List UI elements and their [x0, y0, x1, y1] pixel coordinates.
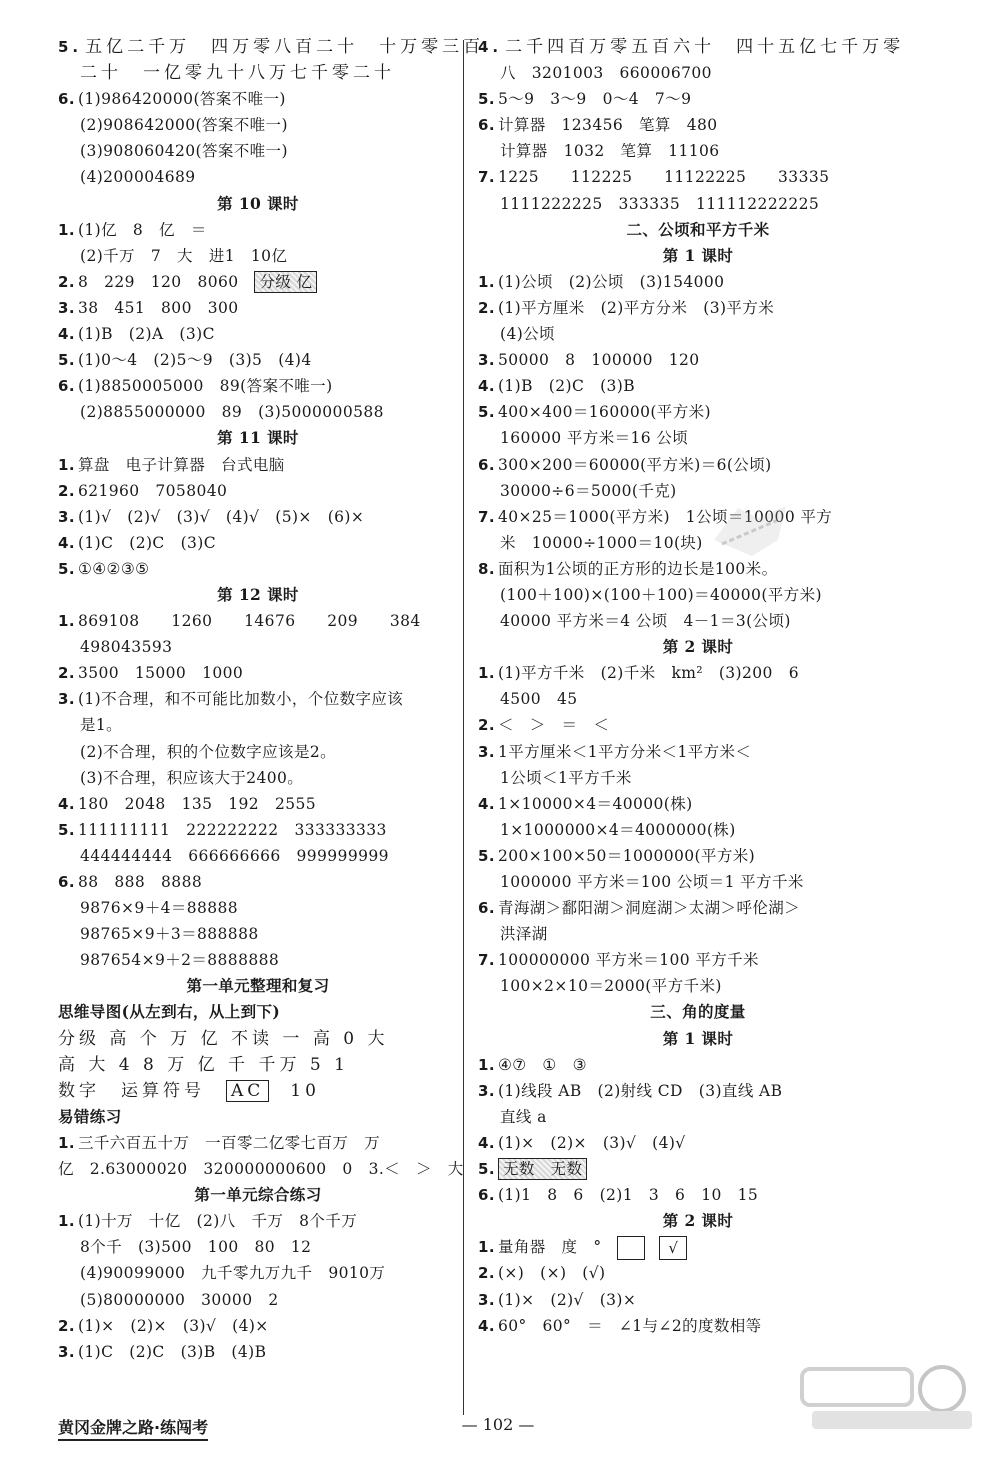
- answer-line: [478, 112, 918, 138]
- question-number: 6.: [478, 899, 495, 918]
- answer-line: [58, 869, 458, 895]
- question-number: 5.: [58, 820, 75, 839]
- question-number: 1.: [58, 455, 75, 474]
- answer-line: [58, 425, 458, 451]
- answer-line: [58, 399, 458, 425]
- question-number: 6.: [478, 116, 495, 135]
- answer-text: (1)B (2)A (3)C: [77, 325, 215, 344]
- answer-text: 3500 15000 1000: [77, 664, 244, 683]
- answer-line: [478, 1313, 918, 1339]
- question-number: 2.: [58, 664, 75, 683]
- question-number: 6.: [58, 377, 75, 396]
- answer-line: [478, 1026, 918, 1052]
- answer-text: 1公顷＜1平方千米: [500, 768, 632, 787]
- answer-text: 分级 高 个 万 亿 不读 一 高 0 大: [58, 1028, 389, 1049]
- answer-line: [478, 504, 918, 530]
- answer-line: [478, 269, 918, 295]
- answer-line: [58, 973, 458, 999]
- answer-line: [478, 765, 918, 791]
- answer-line: [478, 973, 918, 999]
- question-number: 2.: [478, 298, 495, 317]
- answer-line: [58, 347, 458, 373]
- answer-line: [478, 660, 918, 686]
- answer-text: 高 大 4 8 万 亿 千 千万 5 1: [58, 1054, 349, 1075]
- answer-text: ④⑦ ① ③: [497, 1055, 587, 1074]
- question-number: 6.: [58, 873, 75, 891]
- answer-text: (1)公顷 (2)公顷 (3)154000: [497, 272, 725, 291]
- answer-line: [478, 191, 918, 217]
- answer-line: [478, 817, 918, 843]
- answer-text: 40000 平方米＝4 公顷 4－1＝3(公顷): [500, 612, 791, 631]
- answer-text: 400×400＝160000(平方米): [497, 403, 711, 422]
- answer-text: 621960 7058040: [77, 481, 228, 500]
- question-number: 2.: [58, 1316, 75, 1335]
- answer-line: [58, 999, 458, 1025]
- answer-text: 160000 平方米＝16 公顷: [500, 429, 689, 448]
- answer-line: [478, 634, 918, 660]
- answer-text: 计算器 1032 笔算 11106: [500, 142, 720, 161]
- answer-text: (2)8855000000 89 (3)5000000588: [80, 403, 384, 422]
- answer-line: [58, 765, 458, 791]
- answer-text: 38 451 800 300: [77, 298, 239, 317]
- question-number: 6.: [478, 455, 495, 474]
- question-number: 3.: [58, 690, 75, 709]
- question-number: 1.: [478, 664, 495, 683]
- answer-text: 98765×9＋3＝888888: [80, 925, 259, 944]
- question-number: 3.: [478, 1290, 495, 1309]
- answer-text: ①④②③⑤: [77, 559, 150, 578]
- answer-text: 第 10 课时: [217, 193, 299, 213]
- question-number: 3.: [478, 742, 495, 761]
- answer-line: [478, 843, 918, 869]
- answer-line: [478, 321, 918, 347]
- question-number: 3.: [58, 298, 75, 317]
- question-number: 6.: [478, 1186, 495, 1205]
- answer-line: [478, 295, 918, 321]
- answer-text: 1225 112225 11122225 33335: [497, 168, 830, 187]
- answer-line: [478, 60, 918, 86]
- answer-line: [58, 530, 458, 556]
- answer-line: [58, 582, 458, 608]
- answer-line: [58, 660, 458, 686]
- answer-text-after: 10: [269, 1080, 320, 1101]
- answer-text: (1)8850005000 89(答案不唯一): [77, 377, 333, 396]
- answer-line: [58, 921, 458, 947]
- question-number: 1.: [58, 612, 75, 631]
- answer-text: 30000÷6＝5000(千克): [500, 481, 677, 500]
- question-number: 4.: [478, 38, 503, 56]
- answer-line: [58, 634, 458, 660]
- answer-line: [478, 164, 918, 190]
- answer-line: [478, 1104, 918, 1130]
- answer-text: (1)亿 8 亿 ＝: [77, 220, 207, 239]
- answer-line: [478, 582, 918, 608]
- question-number: 7.: [478, 951, 495, 970]
- answer-text: 思维导图(从左到右，从上到下): [58, 1002, 281, 1022]
- answer-line: [58, 1339, 458, 1365]
- answer-line: [478, 34, 918, 60]
- question-number: 2.: [478, 1264, 495, 1283]
- answer-line: [478, 686, 918, 712]
- answer-line: [58, 1234, 458, 1260]
- answer-line: [478, 947, 918, 973]
- answer-line: [58, 1026, 458, 1052]
- answer-text: 1000000 平方米＝100 公顷＝1 平方千米: [500, 873, 804, 891]
- question-number: 6.: [58, 90, 75, 109]
- book-title: 黄冈金牌之路·练闯考: [58, 1415, 208, 1438]
- answer-text: (1)× (2)√ (3)×: [497, 1290, 637, 1309]
- answer-text: (2)千万 7 大 进1 10亿: [80, 246, 288, 265]
- question-number: 3.: [58, 507, 75, 526]
- question-number: 3.: [478, 1081, 495, 1100]
- answer-line: [58, 1208, 458, 1234]
- question-number: 5.: [58, 38, 83, 56]
- answer-text: (1)C (2)C (3)C: [77, 533, 216, 552]
- answer-text: 444444444 666666666 999999999: [80, 846, 389, 865]
- question-number: 4.: [478, 1133, 495, 1152]
- answer-line: [478, 138, 918, 164]
- answer-line: [478, 425, 918, 451]
- answer-line: [58, 947, 458, 973]
- answer-checkbox: √: [659, 1236, 687, 1260]
- question-number: 1.: [58, 1133, 75, 1152]
- smudge-stamp-icon: [708, 500, 792, 562]
- highlighted-answer-box: 无数 无数: [498, 1158, 588, 1180]
- answer-text: (4)90099000 九千零九万九千 9010万: [80, 1264, 386, 1283]
- answer-text: 第 1 课时: [662, 1028, 734, 1048]
- answer-text: (×) (×) (√): [497, 1264, 606, 1283]
- answer-text: 8个千 (3)500 100 80 12: [80, 1238, 312, 1257]
- answer-text: (1)C (2)C (3)B (4)B: [77, 1342, 267, 1361]
- answer-text: 二千四百万零五百六十 四十五亿七千万零: [505, 37, 905, 57]
- answer-text: 88 888 8888: [77, 873, 203, 891]
- answer-text: 二、公顷和平方千米: [626, 219, 770, 239]
- answer-line: [58, 504, 458, 530]
- answer-text: 第 2 课时: [662, 1211, 734, 1231]
- answer-text: (1)不合理，和不可能比加数小，个位数字应该: [77, 690, 404, 709]
- answer-line: [58, 895, 458, 921]
- question-number: 8.: [478, 559, 495, 578]
- question-number: 4.: [478, 794, 495, 813]
- answer-text: 8 229 120 8060: [77, 272, 255, 291]
- answer-text: 洪泽湖: [500, 925, 548, 944]
- answer-text: (1)√ (2)√ (3)√ (4)√ (5)× (6)×: [77, 507, 365, 526]
- answer-line: [58, 138, 458, 164]
- answer-line: [478, 921, 918, 947]
- boxed-answer: AC: [226, 1080, 269, 1102]
- answer-text: (1)B (2)C (3)B: [497, 377, 636, 396]
- answer-line: [58, 1260, 458, 1286]
- answer-text: 1平方厘米＜1平方分米＜1平方米＜: [497, 742, 752, 761]
- answer-text: 计算器 123456 笔算 480: [497, 116, 718, 135]
- answer-text: 第 12 课时: [217, 584, 299, 604]
- answer-text: ＜ ＞ ＝ ＜: [497, 716, 610, 735]
- highlighted-answer-box: 分级 亿: [254, 271, 317, 293]
- question-number: 1.: [58, 220, 75, 239]
- answer-line: [478, 478, 918, 504]
- answer-text: (1)1 8 6 (2)1 3 6 10 15: [497, 1186, 759, 1205]
- question-number: 5.: [478, 1160, 495, 1179]
- answer-text: 300×200＝60000(平方米)＝6(公顷): [497, 455, 772, 474]
- answer-text: (2)不合理，积的个位数字应该是2。: [80, 742, 337, 761]
- answer-text: (3)908060420(答案不唯一): [80, 142, 288, 161]
- watermark-logo-icon: [792, 1359, 982, 1439]
- question-number: 2.: [58, 481, 75, 500]
- answer-line: [478, 86, 918, 112]
- page-number: — 102 —: [461, 1415, 535, 1434]
- answer-text: 1111222225 333335 111112222225: [500, 194, 820, 213]
- answer-text: 40×25＝1000(平方米) 1公顷＝10000 平方: [497, 507, 833, 526]
- answer-text: 50000 8 100000 120: [497, 351, 700, 370]
- answer-text: 数字 运算符号: [58, 1080, 226, 1101]
- answer-line: [478, 791, 918, 817]
- answer-line: [58, 1156, 464, 1182]
- question-number: 5.: [58, 559, 75, 578]
- answer-line: [478, 1208, 918, 1234]
- answer-line: [58, 1052, 458, 1078]
- answer-line: [58, 86, 458, 112]
- answer-line: [58, 1313, 458, 1339]
- answer-line: [58, 791, 458, 817]
- answer-line: [58, 191, 458, 217]
- answer-line: [478, 1234, 918, 1260]
- answer-text: 第 2 课时: [662, 637, 734, 657]
- answer-line: [478, 999, 918, 1025]
- answer-text: 60° 60° ＝ ∠1与∠2的度数相等: [497, 1316, 762, 1335]
- answer-text: 180 2048 135 192 2555: [77, 794, 316, 813]
- column-divider: [463, 40, 464, 1415]
- answer-line: [58, 295, 458, 321]
- answer-line: [478, 530, 918, 556]
- question-number: 2.: [58, 272, 75, 291]
- answer-line: [478, 399, 918, 425]
- question-number: 1.: [58, 1212, 75, 1231]
- answer-line: [58, 608, 458, 634]
- answer-line: [478, 1156, 918, 1182]
- question-number: 7.: [478, 168, 495, 187]
- answer-text: (100＋100)×(100＋100)＝40000(平方米): [500, 585, 822, 604]
- answer-text: 111111111 222222222 333333333: [77, 820, 387, 839]
- answer-line: [58, 452, 458, 478]
- question-number: 4.: [58, 794, 75, 813]
- answer-text: (1)线段 AB (2)射线 CD (3)直线 AB: [497, 1081, 783, 1100]
- answer-text: 1×10000×4＝40000(株): [497, 794, 693, 813]
- answer-line: [58, 373, 458, 399]
- answer-text: 三、角的度量: [650, 1002, 746, 1022]
- answer-text: 100×2×10＝2000(平方千米): [500, 977, 722, 996]
- answer-line: [58, 686, 458, 712]
- answer-text: (4)200004689: [80, 168, 196, 187]
- question-number: 4.: [58, 325, 75, 344]
- answer-text: 直线 a: [500, 1107, 547, 1126]
- answer-text: (3)不合理，积应该大于2400。: [80, 768, 304, 787]
- answer-line: [58, 60, 458, 86]
- answer-line: [58, 34, 485, 60]
- answer-text: 五亿二千万 四万零八百二十 十万零三百: [85, 37, 485, 57]
- answer-text: 200×100×50＝1000000(平方米): [497, 846, 756, 865]
- answer-text: 第 11 课时: [217, 428, 299, 448]
- answer-text: (1)986420000(答案不唯一): [77, 90, 286, 109]
- answer-text: 第一单元综合练习: [194, 1185, 322, 1205]
- answer-text: (1)十万 十亿 (2)八 千万 8个千万: [77, 1212, 358, 1231]
- right-column: [478, 34, 918, 1339]
- answer-line: [478, 1130, 918, 1156]
- answer-line: [58, 556, 458, 582]
- answer-text: (5)80000000 30000 2: [80, 1290, 279, 1309]
- question-number: 7.: [478, 507, 495, 526]
- answer-text: 869108 1260 14676 209 384: [77, 612, 421, 631]
- answer-text: 三千六百五十万 一百零二亿零七百万 万: [77, 1133, 381, 1152]
- answer-line: [478, 1287, 918, 1313]
- answer-text: 第一单元整理和复习: [186, 976, 330, 996]
- question-number: 5.: [58, 351, 75, 370]
- answer-text: 是1。: [80, 716, 123, 735]
- question-number: 3.: [58, 1342, 75, 1361]
- answer-line: [478, 1078, 918, 1104]
- answer-text: 易错练习: [58, 1106, 122, 1126]
- question-number: 3.: [478, 351, 495, 370]
- answer-line: [478, 243, 918, 269]
- answer-line: [478, 608, 918, 634]
- answer-line: [478, 895, 918, 921]
- answer-text: 5～9 3～9 0～4 7～9: [497, 90, 692, 109]
- answer-line: [58, 1104, 458, 1130]
- answer-line: [478, 712, 918, 738]
- answer-line: [58, 1182, 458, 1208]
- answer-line: [58, 478, 458, 504]
- answer-line: [478, 1182, 918, 1208]
- question-number: 1.: [478, 272, 495, 291]
- answer-line: [58, 217, 458, 243]
- answer-line: [478, 1052, 918, 1078]
- answer-line: [58, 712, 458, 738]
- answer-line: [478, 347, 918, 373]
- answer-text: 1×1000000×4＝4000000(株): [500, 820, 736, 839]
- answer-line: [58, 321, 458, 347]
- answer-text: 亿 2.63000020 320000000600 0 3.＜ ＞ 大: [58, 1160, 464, 1179]
- answer-text: (1)× (2)× (3)√ (4)√: [497, 1133, 686, 1152]
- answer-line: [478, 556, 918, 582]
- answer-text: 第 1 课时: [662, 245, 734, 265]
- answer-line: [58, 739, 458, 765]
- answer-text: (1)平方千米 (2)千米 km² (3)200 6: [497, 664, 799, 683]
- answer-text: 算盘 电子计算器 台式电脑: [77, 455, 285, 474]
- answer-text: (2)908642000(答案不唯一): [80, 116, 288, 135]
- question-number: 5.: [478, 403, 495, 422]
- question-number: 4.: [478, 377, 495, 396]
- answer-text: 二十 一亿零九十八万七千零二十: [80, 63, 395, 84]
- answer-line: [58, 843, 458, 869]
- answer-line: [58, 1287, 458, 1313]
- question-number: 2.: [478, 716, 495, 735]
- answer-text: 498043593: [80, 638, 173, 657]
- answer-line: [478, 452, 918, 478]
- answer-line: [478, 373, 918, 399]
- answer-text: 9876×9＋4＝88888: [80, 899, 239, 918]
- answer-text: 量角器 度 °: [497, 1238, 618, 1257]
- question-number: 4.: [478, 1316, 495, 1335]
- answer-line: [478, 869, 918, 895]
- answer-text: 面积为1公顷的正方形的边长是100米。: [497, 559, 778, 578]
- answer-line: [478, 217, 918, 243]
- answer-line: [478, 1260, 918, 1286]
- answer-line: [58, 817, 458, 843]
- question-number: 1.: [478, 1238, 495, 1257]
- question-number: 5.: [478, 90, 495, 109]
- answer-text: (4)公顷: [500, 325, 555, 344]
- answer-line: [58, 269, 458, 295]
- answer-text: 987654×9＋2＝8888888: [80, 951, 280, 970]
- answer-text: 八 3201003 660006700: [500, 64, 712, 83]
- answer-text: 100000000 平方米＝100 平方千米: [497, 951, 759, 970]
- answer-text: (1)× (2)× (3)√ (4)×: [77, 1316, 269, 1335]
- answer-line: [58, 243, 458, 269]
- answer-line: [58, 1078, 458, 1104]
- answer-text: (1)平方厘米 (2)平方分米 (3)平方米: [497, 298, 775, 317]
- answer-line: [58, 164, 458, 190]
- answer-text: (1)0～4 (2)5～9 (3)5 (4)4: [77, 351, 312, 370]
- question-number: 1.: [478, 1055, 495, 1074]
- question-number: 4.: [58, 533, 75, 552]
- answer-text: 青海湖＞鄱阳湖＞洞庭湖＞太湖＞呼伦湖＞: [497, 899, 801, 918]
- question-number: 5.: [478, 846, 495, 865]
- answer-line: [478, 739, 918, 765]
- answer-checkbox: [617, 1236, 645, 1260]
- left-column: [58, 34, 485, 1365]
- answer-text: 4500 45: [500, 690, 578, 709]
- answer-line: [58, 112, 458, 138]
- answer-text: 米 10000÷1000＝10(块): [500, 533, 703, 552]
- answer-line: [58, 1130, 458, 1156]
